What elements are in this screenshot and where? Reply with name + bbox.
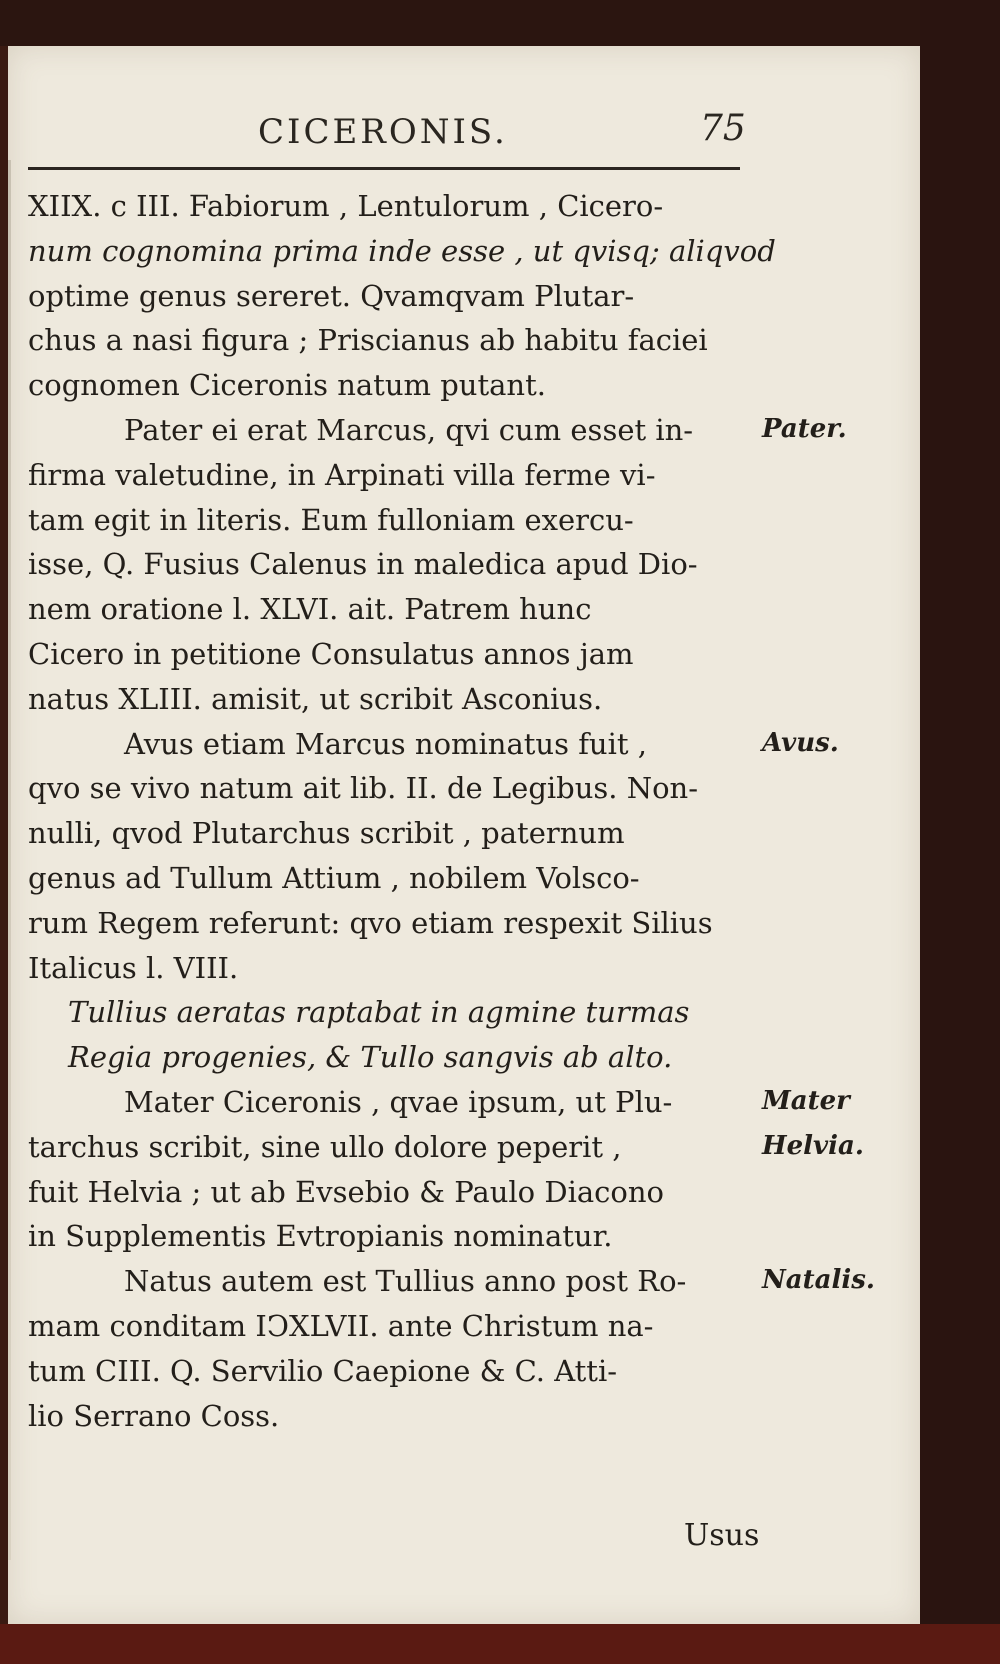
running-head-title: CICERONIS. (258, 112, 508, 152)
text-line: nulli, qvod Plutarchus scribit , paternum (28, 816, 625, 851)
text-line: Natus autem est Tullius anno post Ro- (124, 1264, 687, 1299)
catchword: Usus (684, 1518, 760, 1553)
scan-border-bottom (0, 1624, 1000, 1664)
body-text (28, 184, 776, 1438)
text-line: Avus etiam Marcus nominatus fuit , (124, 726, 647, 761)
text-line: firma valetudine, in Arpinati villa ferme vi- (28, 457, 656, 492)
text-line: tam egit in literis. Eum fulloniam exercu- (28, 502, 634, 537)
margin-note: Avus. (762, 727, 839, 758)
page-number: 75 (700, 108, 746, 149)
header-rule (28, 167, 740, 170)
text-line: tum CIII. Q. Servilio Caepione & C. Atti- (28, 1353, 618, 1388)
text-line: num cognomina prima inde esse , ut qvisq; aliqvod (28, 233, 776, 268)
text-line: optime genus sereret. Qvamqvam Plutar- (28, 278, 635, 313)
text-line: qvo se vivo natum ait lib. II. de Legibus. Non- (28, 771, 699, 806)
text-line: genus ad Tullum Attium , nobilem Volsco- (28, 860, 640, 895)
scan-border-top (0, 0, 1000, 46)
text-line: nem oratione l. XLVI. ait. Patrem hunc (28, 592, 592, 627)
scan-border-right (920, 0, 1000, 1664)
text-line: Cicero in petitione Consulatus annos jam (28, 636, 634, 671)
text-line: tarchus scribit, sine ullo dolore peperit , (28, 1129, 622, 1164)
text-line: chus a nasi figura ; Priscianus ab habitu faciei (28, 323, 708, 358)
margin-note: Pater. (762, 414, 847, 444)
text-line: rum Regem referunt: qvo etiam respexit Silius (28, 905, 713, 940)
text-line: Italicus l. VIII. (28, 950, 239, 985)
text-line: isse, Q. Fusius Calenus in maledica apud Dio- (28, 547, 698, 582)
text-line: in Supplementis Evtropianis nominatur. (28, 1219, 613, 1254)
page-gutter (8, 160, 11, 1560)
text-line: Regia progenies, & Tullo sangvis ab alto. (68, 1040, 673, 1075)
text-line: cognomen Ciceronis natum putant. (28, 368, 546, 403)
text-line: Pater ei erat Marcus, qvi cum esset in- (124, 412, 694, 447)
text-line: fuit Helvia ; ut ab Evsebio & Paulo Diacono (28, 1174, 664, 1209)
margin-note: Mater (762, 1086, 850, 1116)
margin-note: Helvia. (762, 1130, 864, 1161)
margin-note: Natalis. (762, 1265, 875, 1296)
text-line: lio Serrano Coss. (28, 1398, 280, 1433)
text-line: Mater Ciceronis , qvae ipsum, ut Plu- (124, 1084, 673, 1119)
text-line: Tullius aeratas raptabat in agmine turmas (68, 995, 690, 1030)
text-line: XIIX. c III. Fabiorum , Lentulorum , Cicero- (28, 189, 664, 223)
text-line: natus XLIII. amisit, ut scribit Asconius. (28, 681, 603, 716)
text-line: mam conditam IↃXLVII. ante Christum na- (28, 1308, 654, 1343)
